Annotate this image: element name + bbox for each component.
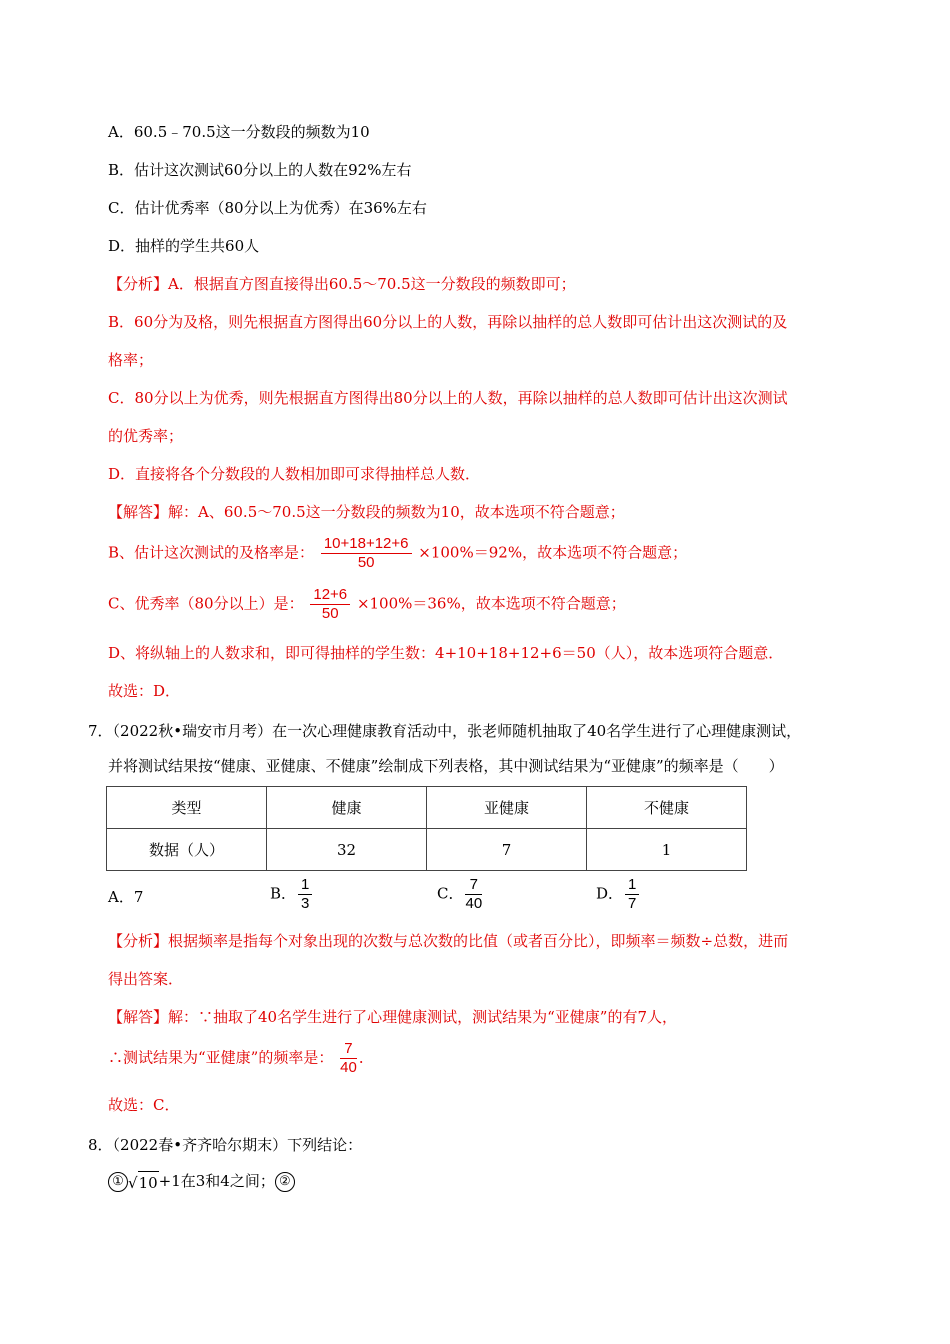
question-8-line2 — [108, 1170, 295, 1194]
analysis-line-a — [108, 273, 576, 295]
radical-sign-icon: √ — [128, 1173, 138, 1192]
table-row — [107, 829, 747, 871]
answer-q7: 故选：C． — [108, 1096, 180, 1114]
analysis-tag: 【分析】 — [108, 932, 169, 950]
solution-tag: 【解答】 — [108, 503, 169, 521]
solution-text: ∴测试结果为“亚健康”的频率是： — [108, 1048, 334, 1067]
fraction-numerator: 12+6 — [310, 586, 350, 605]
option-label: C． — [437, 884, 464, 903]
solution-line-c — [108, 586, 626, 623]
fraction-denominator: 7 — [628, 895, 637, 912]
table-cell: 数据（人） — [107, 829, 267, 871]
fraction-numerator: 7 — [340, 1040, 357, 1059]
q7-option-c — [437, 876, 484, 913]
solution-text: 解：∵抽取了40名学生进行了心理健康测试，测试结果为“亚健康”的有7人， — [168, 1008, 677, 1026]
solution-line-d: D、将纵轴上的人数求和，即可得抽样的学生数：4+10+18+12+6＝50（人），故本选项符合题意． — [108, 644, 784, 662]
solution-end: ． — [358, 1048, 374, 1067]
q7-option-b — [270, 876, 314, 913]
table-cell: 类型 — [107, 787, 267, 829]
table-cell: 亚健康 — [427, 787, 587, 829]
analysis-line-b1: B．60分为及格，则先根据直方图得出60分以上的人数，再除以抽样的总人数即可估计出这次测试的及 — [108, 313, 788, 331]
fraction-numerator: 10+18+12+6 — [321, 535, 412, 554]
q8-statement-1: +1在3和4之间； — [158, 1172, 275, 1190]
option-label: D． — [596, 884, 624, 903]
solution-tag: 【解答】 — [108, 1008, 169, 1026]
analysis-line-b2: 格率； — [108, 351, 154, 369]
fraction-numerator: 7 — [465, 876, 482, 895]
answer-q6: 故选：D． — [108, 682, 181, 700]
q7-solution-line1 — [108, 1006, 677, 1028]
q7-option-d — [596, 876, 641, 913]
sqrt-expression — [128, 1171, 159, 1194]
analysis-line-d: D．直接将各个分数段的人数相加即可求得抽样总人数． — [108, 465, 481, 483]
fraction-numerator: 1 — [298, 876, 312, 895]
q7-analysis-line1 — [108, 930, 788, 952]
analysis-line-c2: 的优秀率； — [108, 427, 184, 445]
fraction-denominator: 50 — [357, 554, 375, 571]
table-row — [107, 787, 747, 829]
option-fraction — [298, 876, 312, 913]
solution-b-post: ×100%＝92%，故本选项不符合题意； — [418, 543, 688, 562]
option-fraction — [625, 876, 639, 913]
fraction-subhealthy — [340, 1040, 357, 1077]
q7-option-a: A．7 — [108, 888, 144, 906]
radicand: 10 — [138, 1171, 159, 1194]
option-a: A．60.5﹣70.5这一分数段的频数为10 — [108, 123, 370, 141]
fraction-numerator: 1 — [625, 876, 639, 895]
fraction-excellent-rate — [310, 586, 350, 623]
option-b: B．估计这次测试60分以上的人数在92%左右 — [108, 161, 412, 179]
circled-number-2: ② — [275, 1172, 295, 1192]
q7-solution-line2 — [108, 1040, 374, 1077]
question-7-line1: 7．（2022秋•瑞安市月考）在一次心理健康教育活动中，张老师随机抽取了40名学生进行了心理健康测试， — [88, 722, 802, 740]
analysis-a-text: A．根据直方图直接得出60.5～70.5这一分数段的频数即可； — [168, 275, 576, 293]
solution-line-b — [108, 535, 687, 572]
solution-a-text: 解：A、60.5～70.5这一分数段的频数为10，故本选项不符合题意； — [168, 503, 625, 521]
solution-c-pre: C、优秀率（80分以上）是： — [108, 594, 304, 613]
health-table — [106, 786, 747, 871]
option-d: D．抽样的学生共60人 — [108, 237, 260, 255]
solution-b-pre: B、估计这次测试的及格率是： — [108, 543, 315, 562]
table-cell: 32 — [267, 829, 427, 871]
question-8-line1: 8．（2022春•齐齐哈尔期末）下列结论： — [88, 1136, 363, 1154]
fraction-denominator: 3 — [301, 895, 310, 912]
q7-analysis-line2: 得出答案． — [108, 970, 184, 988]
analysis-line-c1: C．80分以上为优秀，则先根据直方图得出80分以上的人数，再除以抽样的总人数即可估计出这次测试 — [108, 389, 788, 407]
analysis-text: 根据频率是指每个对象出现的次数与总次数的比值（或者百分比），即频率＝频数÷总数，进而 — [168, 932, 789, 950]
table-cell: 不健康 — [587, 787, 747, 829]
fraction-denominator: 40 — [465, 895, 483, 912]
option-c: C．估计优秀率（80分以上为优秀）在36%左右 — [108, 199, 427, 217]
table-cell: 1 — [587, 829, 747, 871]
fraction-denominator: 50 — [321, 605, 339, 622]
fraction-pass-rate — [321, 535, 412, 572]
solution-c-post: ×100%＝36%，故本选项不符合题意； — [356, 594, 626, 613]
circled-number-1: ① — [108, 1172, 128, 1192]
solution-line-a — [108, 501, 625, 523]
analysis-tag: 【分析】 — [108, 275, 169, 293]
table-cell: 7 — [427, 829, 587, 871]
question-7-line2: 并将测试结果按“健康、亚健康、不健康”绘制成下列表格，其中测试结果为“亚健康”的频率是（ ） — [108, 757, 784, 775]
option-fraction — [465, 876, 482, 913]
table-cell: 健康 — [267, 787, 427, 829]
option-label: B． — [270, 884, 297, 903]
fraction-denominator: 40 — [340, 1059, 357, 1076]
